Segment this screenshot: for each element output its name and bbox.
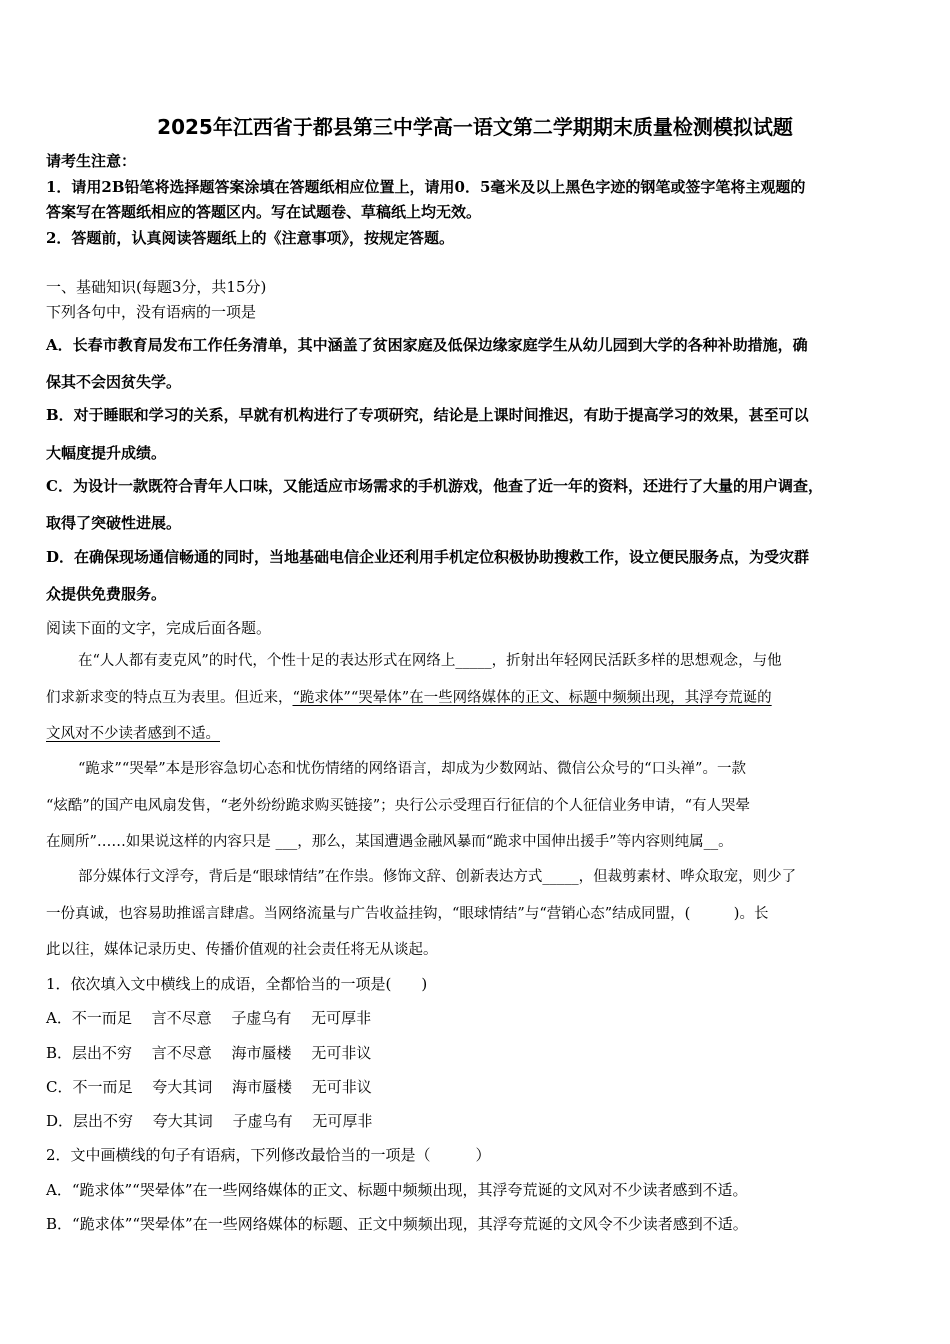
passage-p2-line-2: “炫酷”的国产电风扇发售，“老外纷纷跪求购买链接”；央行公示受理百行征信的个人征信业务申请，“有人哭晕: [46, 798, 751, 814]
passage-p2-line-1: “跪求”“哭晕”本是形容急切心态和忧伤情绪的网络语言，却成为少数网站、微信公众号的“口头禅”。一款: [78, 761, 746, 777]
passage-p3-line-2: 一份真诚，也容易助推谣言肆虐。当网络流量与广告收益挂钩，“眼球情结”与“营销心态”结成同盟，( )。长: [46, 906, 769, 922]
q1-option-d: D．层出不穷 夸大其词 子虚乌有 无可厚非: [46, 1112, 373, 1130]
notice-item-2: 2．答题前，认真阅读答题纸上的《注意事项》，按规定答题。: [46, 229, 454, 247]
option-c-line-1: C．为设计一款既符合青年人口味，又能适应市场需求的手机游戏，他查了近一年的资料，还进行了大量的用户调查，: [46, 477, 823, 495]
section-heading: 一、基础知识(每题3分，共15分): [46, 278, 267, 296]
option-b-line-1: B．对于睡眠和学习的关系，早就有机构进行了专项研究，结论是上课时间推迟，有助于提高学习的效果，甚至可以: [46, 406, 809, 424]
underlined-sentence-part-1: “跪求体”“哭晕体”在一些网络媒体的正文、标题中频频出现，其浮夸荒诞的: [292, 690, 772, 706]
q1-stem: 1．依次填入文中横线上的成语，全都恰当的一项是( ): [46, 975, 428, 993]
question-stem: 下列各句中，没有语病的一项是: [46, 303, 257, 321]
q2-stem: 2．文中画横线的句子有语病，下列修改最恰当的一项是（ ）: [46, 1146, 491, 1164]
q1-option-c: C．不一而足 夸大其词 海市蜃楼 无可非议: [46, 1078, 372, 1096]
option-d-line-2: 众提供免费服务。: [46, 585, 167, 603]
reading-intro: 阅读下面的文字，完成后面各题。: [46, 619, 272, 637]
passage-p1-line-1: 在“人人都有麦克风”的时代，个性十足的表达形式在网络上_____，折射出年轻网民活跃多样的思想观念，与他: [78, 653, 782, 669]
passage-p2-line-3: 在厕所”……如果说这样的内容只是 ___，那么，某国遭遇金融风暴而“跪求中国伸出援手”等内容则纯属__。: [46, 834, 733, 850]
q1-option-a: A．不一而足 言不尽意 子虚乌有 无可厚非: [46, 1009, 372, 1027]
option-a-line-1: A．长春市教育局发布工作任务清单，其中涵盖了贫困家庭及低保边缘家庭学生从幼儿园到大学的各种补助措施，确: [46, 336, 808, 354]
option-a-line-2: 保其不会因贫失学。: [46, 373, 182, 391]
passage-p3-line-1: 部分媒体行文浮夸，背后是“眼球情结”在作祟。修饰文辞、创新表达方式_____，但裁剪素材、哗众取宠，则少了: [78, 869, 797, 885]
option-c-line-2: 取得了突破性进展。: [46, 514, 182, 532]
notice-heading: 请考生注意：: [46, 152, 137, 170]
page-title: 2025年江西省于都县第三中学高一语文第二学期期末质量检测模拟试题: [157, 115, 793, 139]
passage-p3-line-3: 此以往，媒体记录历史、传播价值观的社会责任将无从谈起。: [46, 942, 438, 958]
q1-option-b: B．层出不穷 言不尽意 海市蜃楼 无可非议: [46, 1044, 372, 1062]
option-d-line-1: D．在确保现场通信畅通的同时，当地基础电信企业还利用手机定位积极协助搜救工作，设立便民服务点，为受灾群: [46, 548, 810, 566]
q2-option-a: A．“跪求体”“哭晕体”在一些网络媒体的正文、标题中频频出现，其浮夸荒诞的文风对不少读者感到不适。: [46, 1181, 748, 1199]
notice-item-1-line-2: 答案写在答题纸相应的答题区内。写在试题卷、草稿纸上均无效。: [46, 203, 482, 221]
notice-item-1-line-1: 1．请用2B铅笔将选择题答案涂填在答题纸相应位置上，请用0．5毫米及以上黑色字迹的钢笔或签字笔将主观题的: [46, 178, 806, 196]
underlined-sentence-part-2: 文风对不少读者感到不适。: [46, 726, 220, 742]
passage-p1-line-2: [46, 688, 772, 708]
passage-p1-line-2-text: 们求新求变的特点互为表里。但近来，: [46, 690, 293, 706]
q2-option-b: B．“跪求体”“哭晕体”在一些网络媒体的标题、正文中频频出现，其浮夸荒诞的文风令不少读者感到不适。: [46, 1215, 748, 1233]
option-b-line-2: 大幅度提升成绩。: [46, 444, 167, 462]
